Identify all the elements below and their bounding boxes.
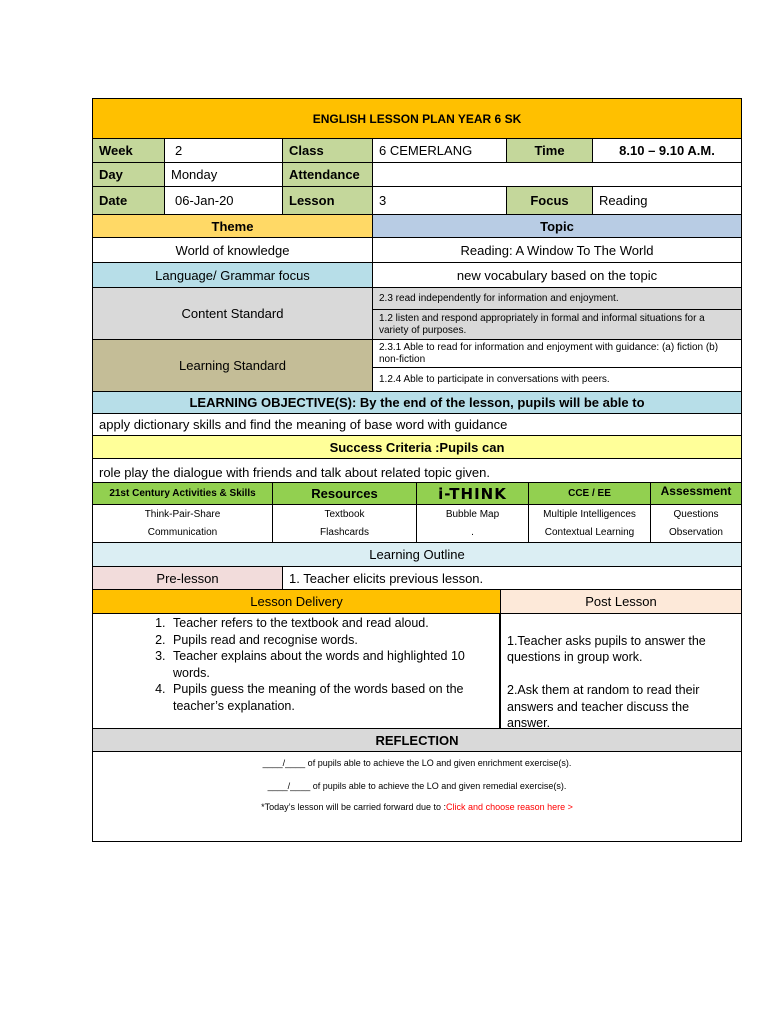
ithink-logo-icon: i-THINK	[438, 484, 507, 503]
assessment-cell	[651, 505, 741, 542]
delivery-label: Lesson Delivery	[93, 590, 501, 613]
delivery-step: 3. Teacher explains about the words and highlighted 10 words.	[169, 648, 499, 681]
skills-header: 21st Century Activities & Skills	[93, 483, 273, 504]
cce-header: CCE / EE	[529, 483, 651, 504]
delivery-header-row	[93, 590, 741, 614]
assessment-item: Questions	[673, 508, 719, 520]
delivery-step: 2. Pupils read and recognise words.	[169, 632, 499, 649]
prelesson-value: 1. Teacher elicits previous lesson.	[289, 570, 484, 586]
learning-standard-label: Learning Standard	[93, 340, 373, 391]
week-row	[93, 139, 741, 163]
content-standard-label: Content Standard	[93, 288, 373, 339]
date-value: 06-Jan-20	[165, 187, 283, 214]
time-label: Time	[507, 139, 593, 162]
learning-standard-row	[93, 340, 741, 392]
ithink-cell	[417, 505, 529, 542]
day-row	[93, 163, 741, 187]
content-standard-row	[93, 288, 741, 340]
lesson-value: 3	[373, 187, 507, 214]
ithink-item: .	[471, 526, 474, 538]
focus-label: Focus	[507, 187, 593, 214]
activities-header-row	[93, 483, 741, 505]
resources-item: Textbook	[324, 508, 365, 520]
content-standard-item: 1.2 listen and respond appropriately in formal and informal situations for a variety of purposes.	[373, 310, 741, 339]
resources-item: Flashcards	[320, 526, 369, 538]
attendance-value	[373, 163, 741, 186]
focus-value: Reading	[599, 193, 648, 208]
skills-item: Communication	[147, 526, 218, 538]
carried-forward-text: *Today’s lesson will be carried forward due to :	[261, 802, 447, 812]
lesson-label: Lesson	[283, 187, 373, 214]
topic-label: Topic	[373, 215, 741, 237]
reflection-header-row	[93, 729, 741, 752]
theme-topic-value-row	[93, 238, 741, 263]
theme-value: World of knowledge	[93, 238, 373, 262]
delivery-body-row	[93, 614, 741, 729]
grammar-label: Language/ Grammar focus	[93, 263, 373, 287]
assessment-header: Assessment	[660, 484, 732, 498]
objective-value: apply dictionary skills and find the meaning of base word with guidance	[99, 417, 508, 432]
objective-value-row	[93, 414, 741, 436]
title-row	[93, 99, 741, 139]
success-value: role play the dialogue with friends and talk about related topic given.	[99, 465, 490, 480]
ithink-item: Bubble Map	[445, 508, 500, 520]
success-label: Success Criteria :Pupils can	[329, 439, 505, 455]
delivery-step: 4. Pupils guess the meaning of the words based on the teacher’s explanation.	[169, 681, 499, 714]
success-value-row	[93, 459, 741, 483]
assessment-item: Observation	[669, 526, 723, 538]
week-label: Week	[93, 139, 165, 162]
date-label: Date	[93, 187, 165, 214]
day-value: Monday	[165, 163, 283, 186]
topic-value: Reading: A Window To The World	[460, 242, 654, 258]
learning-standard-item: 2.3.1 Able to read for information and enjoyment with guidance: (a) fiction (b) non-fiction	[373, 340, 741, 368]
delivery-step: 1. Teacher refers to the textbook and read aloud.	[169, 615, 499, 632]
post-lesson-line: 1.Teacher asks pupils to answer the questions in group work.	[507, 633, 706, 664]
success-header-row	[93, 436, 741, 459]
objective-header-row	[93, 392, 741, 414]
date-row	[93, 187, 741, 215]
reflection-line-carried-forward	[93, 802, 741, 812]
outline-label: Learning Outline	[369, 547, 465, 562]
grammar-value: new vocabulary based on the topic	[456, 267, 658, 283]
reflection-line-enrichment: ____/____ of pupils able to achieve the LO and given enrichment exercise(s).	[262, 758, 572, 768]
cce-item: Multiple Intelligences	[543, 508, 636, 520]
theme-topic-header-row	[93, 215, 741, 238]
cce-item: Contextual Learning	[544, 526, 635, 538]
resources-cell	[273, 505, 417, 542]
reflection-label: REFLECTION	[375, 732, 459, 748]
content-standard-items	[373, 288, 741, 339]
learning-standard-items	[373, 340, 741, 391]
reflection-line-remedial: ____/____ of pupils able to achieve the LO and given remedial exercise(s).	[267, 781, 567, 791]
class-value: 6 CEMERLANG	[373, 139, 507, 162]
activities-values-row	[93, 505, 741, 543]
grammar-row	[93, 263, 741, 288]
cce-cell	[529, 505, 651, 542]
outline-header-row	[93, 543, 741, 567]
choose-reason-link[interactable]: Click and choose reason here >	[446, 802, 573, 812]
lesson-plan-sheet	[92, 98, 742, 842]
post-lesson-cell	[501, 614, 741, 728]
week-value: 2	[165, 139, 283, 162]
page-title: ENGLISH LESSON PLAN YEAR 6 SK	[312, 111, 522, 126]
content-standard-item: 2.3 read independently for information and enjoyment.	[373, 288, 741, 310]
delivery-steps-cell	[93, 614, 501, 728]
resources-header: Resources	[273, 483, 417, 504]
theme-label: Theme	[93, 215, 373, 237]
post-lesson-line: 2.Ask them at random to read their answers and teacher discuss the answer.	[507, 683, 700, 728]
learning-standard-item: 1.2.4 Able to participate in conversations with peers.	[379, 374, 610, 385]
skills-cell	[93, 505, 273, 542]
post-label: Post Lesson	[501, 590, 741, 613]
skills-item: Think-Pair-Share	[144, 508, 221, 520]
attendance-label: Attendance	[283, 163, 373, 186]
delivery-steps-list	[93, 615, 499, 714]
class-label: Class	[283, 139, 373, 162]
prelesson-row	[93, 567, 741, 590]
prelesson-label: Pre-lesson	[93, 567, 283, 589]
ithink-header	[417, 483, 529, 504]
objective-label: LEARNING OBJECTIVE(S): By the end of the lesson, pupils will be able to	[189, 395, 645, 410]
day-label: Day	[93, 163, 165, 186]
time-value: 8.10 – 9.10 A.M.	[619, 143, 715, 158]
